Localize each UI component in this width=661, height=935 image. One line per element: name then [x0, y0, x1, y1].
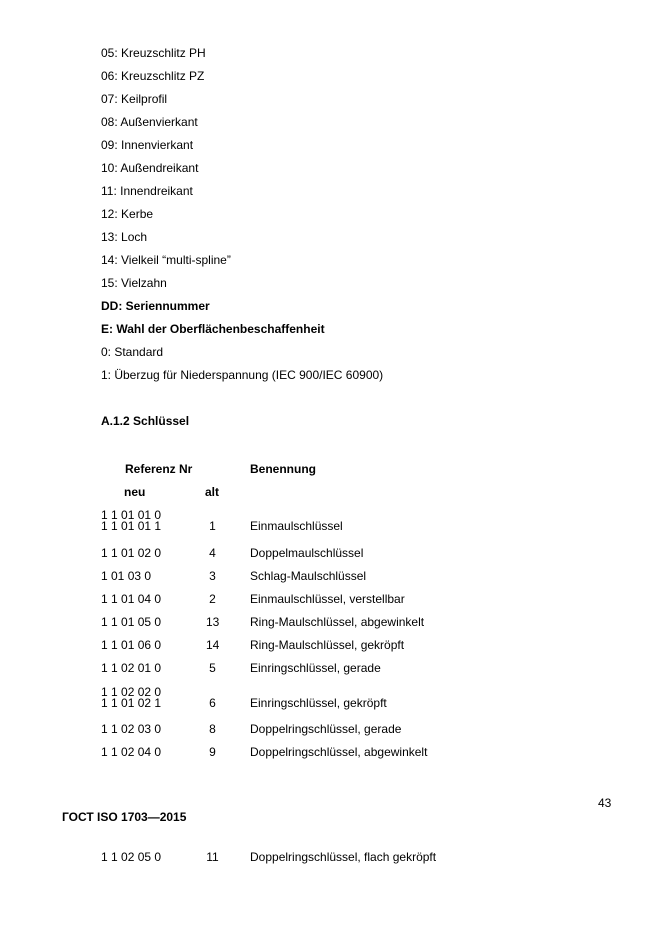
e-option: 1: Überzug für Niederspannung (IEC 900/IEC 60900) [101, 368, 384, 382]
designation: Schlag-Maulschlüssel [250, 569, 367, 583]
designation: Doppelringschlüssel, abgewinkelt [250, 745, 428, 759]
designation: Doppelringschlüssel, gerade [250, 722, 402, 736]
ref-neu: 1 1 02 03 0 [101, 722, 162, 736]
ref-neu: 1 1 02 05 0 [101, 850, 162, 864]
ref-alt: 2 [209, 592, 216, 606]
section-title: A.1.2 Schlüssel [101, 414, 190, 428]
ref-neu: 1 1 01 05 0 [101, 615, 162, 629]
ref-neu: 1 1 01 06 0 [101, 638, 162, 652]
header-name: Benennung [250, 462, 316, 476]
code-item: 11: Innendreikant [101, 184, 193, 198]
code-item: 12: Kerbe [101, 207, 154, 221]
ref-neu-2: 1 1 01 02 1 [101, 696, 162, 710]
ref-alt: 4 [209, 546, 216, 560]
ref-neu: 1 1 02 01 0 [101, 661, 162, 675]
designation: Doppelringschlüssel, flach gekröpft [250, 850, 437, 864]
ref-neu: 1 1 01 01 0 [101, 508, 162, 522]
e-option: 0: Standard [101, 345, 164, 359]
e-heading: E: Wahl der Oberflächenbeschaffenheit [101, 322, 325, 336]
footer-standard: ГОСТ ISO 1703—2015 [62, 810, 187, 824]
ref-alt: 1 [209, 519, 216, 533]
code-item: 15: Vielzahn [101, 276, 167, 290]
ref-alt: 14 [206, 638, 220, 652]
code-item: 09: Innenvierkant [101, 138, 194, 152]
code-item: 06: Kreuzschlitz PZ [101, 69, 205, 83]
ref-alt: 5 [209, 661, 216, 675]
ref-alt: 6 [209, 696, 216, 710]
ref-alt: 13 [206, 615, 220, 629]
designation: Einringschlüssel, gekröpft [250, 696, 387, 710]
ref-neu: 1 1 02 04 0 [101, 745, 162, 759]
designation: Ring-Maulschlüssel, abgewinkelt [250, 615, 425, 629]
header-alt: alt [205, 485, 220, 499]
ref-neu: 1 1 02 02 0 [101, 685, 162, 699]
ref-neu: 1 01 03 0 [101, 569, 152, 583]
ref-neu: 1 1 01 02 0 [101, 546, 162, 560]
designation: Einmaulschlüssel [250, 519, 343, 533]
ref-alt: 8 [209, 722, 216, 736]
ref-neu-2: 1 1 01 01 1 [101, 519, 162, 533]
designation: Einmaulschlüssel, verstellbar [250, 592, 405, 606]
header-neu: neu [124, 485, 146, 499]
ref-alt: 3 [209, 569, 216, 583]
code-item: 14: Vielkeil “multi-spline” [101, 253, 231, 267]
code-item: 08: Außenvierkant [101, 115, 198, 129]
ref-neu: 1 1 01 04 0 [101, 592, 162, 606]
designation: Doppelmaulschlüssel [250, 546, 364, 560]
code-item: 10: Außendreikant [101, 161, 199, 175]
page-number: 43 [598, 796, 612, 810]
code-item: 13: Loch [101, 230, 148, 244]
dd-heading: DD: Seriennummer [101, 299, 210, 313]
ref-alt: 9 [209, 745, 216, 759]
code-item: 05: Kreuzschlitz PH [101, 46, 206, 60]
header-ref: Referenz Nr [125, 462, 193, 476]
ref-alt: 11 [206, 850, 219, 864]
designation: Einringschlüssel, gerade [250, 661, 381, 675]
designation: Ring-Maulschlüssel, gekröpft [250, 638, 405, 652]
code-item: 07: Keilprofil [101, 92, 168, 106]
